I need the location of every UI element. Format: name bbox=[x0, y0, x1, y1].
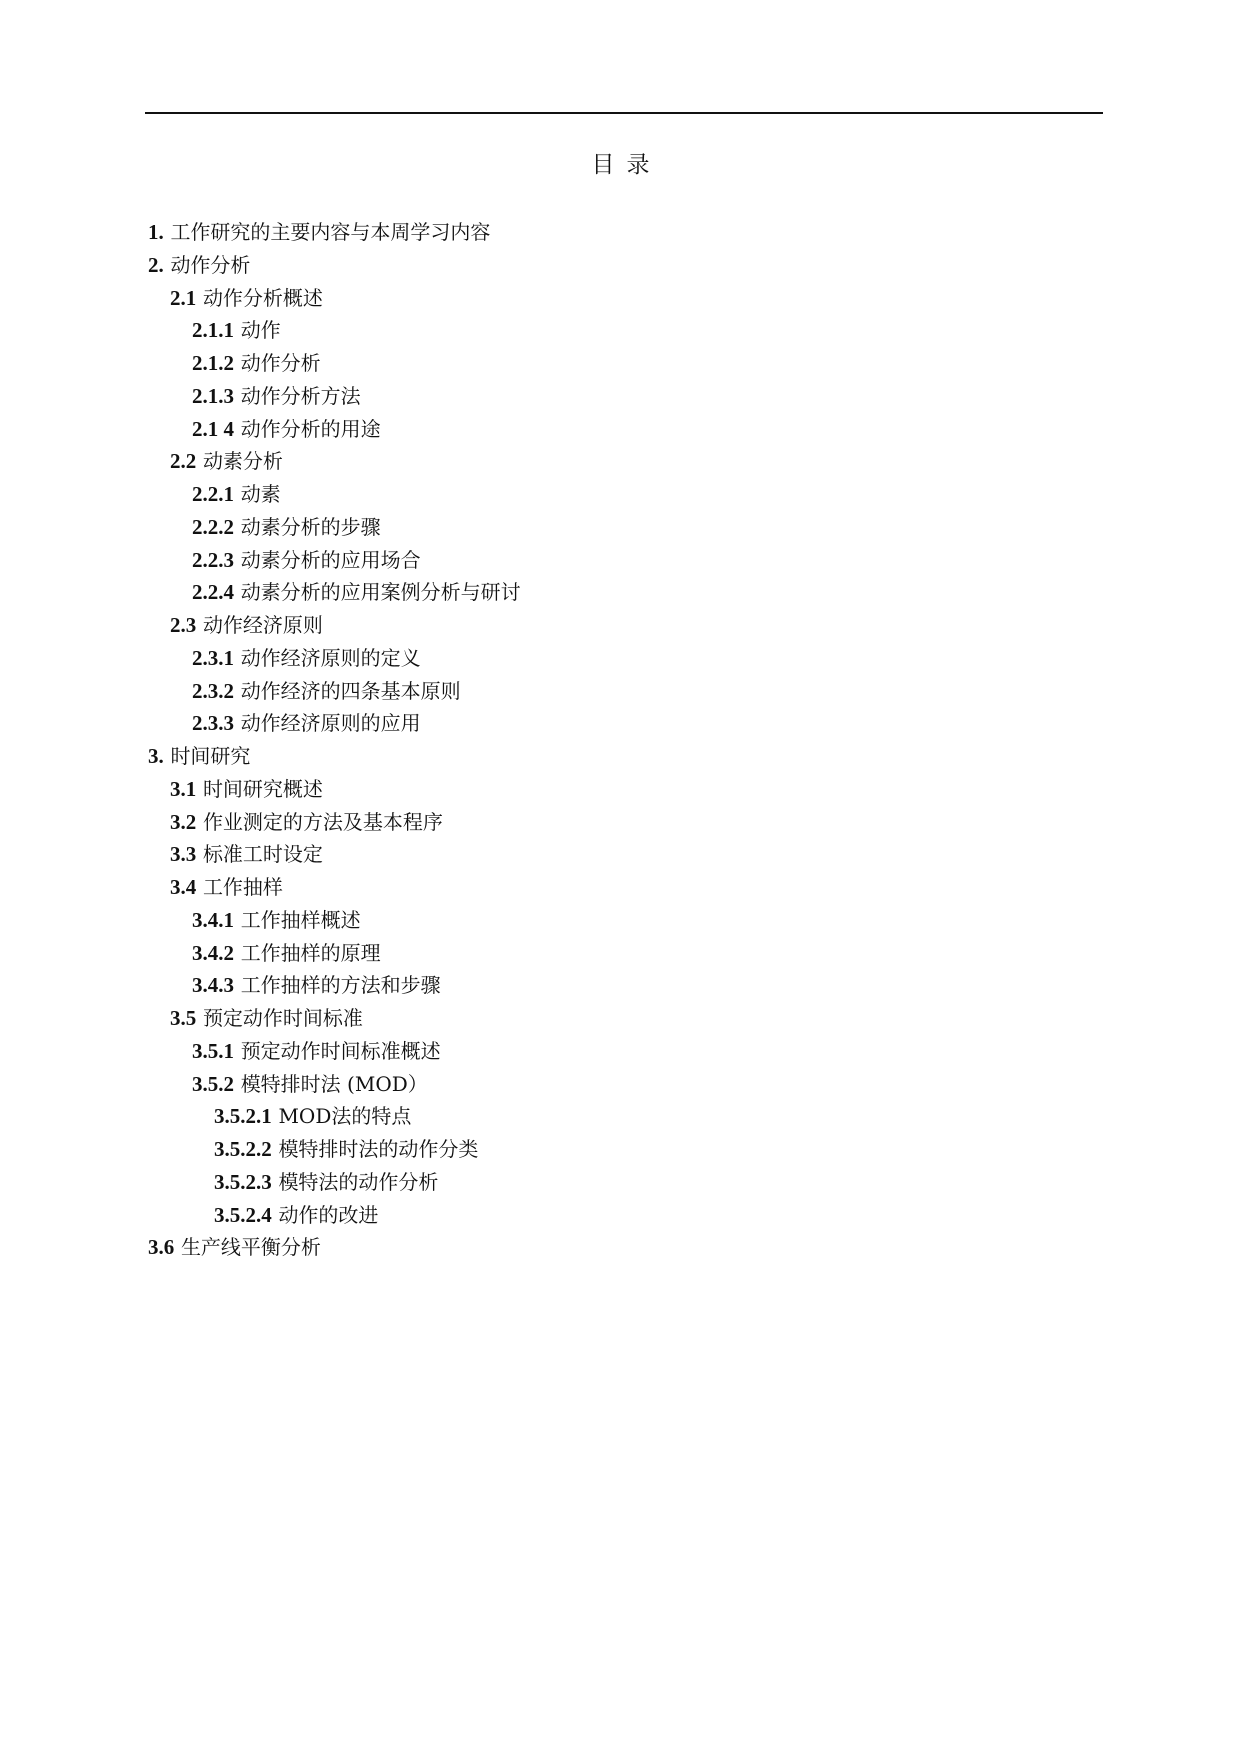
toc-entry[interactable] bbox=[148, 773, 1048, 806]
toc-entry-title: 模特法的动作分析 bbox=[278, 1169, 439, 1194]
toc-entry[interactable] bbox=[148, 544, 1048, 577]
toc-entry[interactable] bbox=[148, 675, 1048, 708]
toc-entry[interactable] bbox=[148, 282, 1048, 315]
toc-entry-number: 3.5.2.2 bbox=[214, 1137, 272, 1161]
toc-entry-number: 3.5.2.3 bbox=[214, 1169, 272, 1194]
toc-title: 目录 bbox=[591, 152, 662, 178]
toc-entry[interactable] bbox=[148, 347, 1048, 380]
toc-entry-title: 模特排时法的动作分类 bbox=[278, 1137, 479, 1161]
toc-entry-number: 2.3.3 bbox=[192, 711, 234, 736]
toc-entry-number: 3.4.1 bbox=[192, 907, 234, 932]
toc-entry[interactable] bbox=[148, 1133, 1048, 1166]
toc-entry[interactable] bbox=[148, 1231, 1048, 1264]
toc-entry-number: 3.5.1 bbox=[192, 1038, 234, 1063]
toc-entry-title: 标准工时设定 bbox=[202, 842, 323, 867]
toc-entry-title: 动作的改进 bbox=[278, 1202, 379, 1227]
toc-entry-title: 动作经济的四条基本原则 bbox=[240, 678, 461, 703]
toc-entry-title: 工作研究的主要内容与本周学习内容 bbox=[170, 220, 491, 244]
toc-entry[interactable] bbox=[148, 413, 1048, 446]
toc-entry-title: 动作经济原则的定义 bbox=[240, 645, 421, 670]
toc-entry[interactable] bbox=[148, 478, 1048, 511]
toc-entry-number: 3.6 bbox=[148, 1235, 175, 1260]
toc-entry[interactable] bbox=[148, 380, 1048, 413]
toc-entry-number: 2.2.1 bbox=[192, 482, 234, 506]
toc-entry-title: 生产线平衡分析 bbox=[180, 1235, 321, 1260]
toc-entry[interactable] bbox=[148, 576, 1048, 609]
toc-entry-number: 3.5 bbox=[170, 1006, 197, 1030]
toc-entry-title: 动作分析 bbox=[240, 351, 321, 375]
toc-entry-number: 3.1 bbox=[170, 776, 197, 801]
toc-entry[interactable] bbox=[148, 806, 1048, 839]
toc-entry-title: 动素分析 bbox=[202, 449, 283, 474]
toc-entry-title: 工作抽样的方法和步骤 bbox=[240, 973, 441, 998]
toc-entry-title: 动素分析的应用场合 bbox=[240, 547, 421, 572]
toc-entry-number: 2.1.2 bbox=[192, 351, 234, 375]
toc-entry-number: 2.1 4 bbox=[192, 416, 234, 441]
toc-entry[interactable] bbox=[148, 740, 1048, 773]
toc-entry-number: 2.3 bbox=[170, 613, 197, 637]
toc-entry-title: 动素 bbox=[240, 482, 281, 506]
toc-entry-number: 3.5.2 bbox=[192, 1071, 234, 1096]
toc-entry[interactable] bbox=[148, 216, 1048, 249]
toc-entry[interactable] bbox=[148, 1199, 1048, 1232]
toc-entry-number: 2.1 bbox=[170, 285, 197, 310]
toc-entry-title: 动素分析的步骤 bbox=[240, 514, 381, 539]
toc-entry-number: 3.4.3 bbox=[192, 973, 234, 998]
toc-entry[interactable] bbox=[148, 707, 1048, 740]
toc-entry[interactable] bbox=[148, 904, 1048, 937]
toc-entry[interactable] bbox=[148, 314, 1048, 347]
toc-entry-title: 动作经济原则 bbox=[202, 613, 323, 637]
toc-entry-title: 动作分析 bbox=[170, 252, 251, 277]
toc-entry-title: 时间研究 bbox=[170, 744, 251, 768]
toc-entry-number: 2.1.1 bbox=[192, 318, 234, 343]
toc-entry[interactable] bbox=[148, 1002, 1048, 1035]
toc-entry-title: 时间研究概述 bbox=[202, 776, 323, 801]
toc-entry-title: 模特排时法 (MOD） bbox=[240, 1071, 428, 1096]
header-rule bbox=[145, 112, 1103, 114]
toc-entry-number: 3.4.2 bbox=[192, 940, 234, 965]
toc-entry[interactable] bbox=[148, 609, 1048, 642]
toc-entry-number: 1. bbox=[148, 220, 164, 244]
toc-entry-number: 2.3.1 bbox=[192, 645, 234, 670]
toc-entry[interactable] bbox=[148, 249, 1048, 282]
toc-entry[interactable] bbox=[148, 1068, 1048, 1101]
toc-entry-title: 预定动作时间标准 bbox=[202, 1006, 363, 1030]
toc-entry-title: 预定动作时间标准概述 bbox=[240, 1038, 441, 1063]
toc-entry-title: 动作经济原则的应用 bbox=[240, 711, 421, 736]
toc-entry[interactable] bbox=[148, 969, 1048, 1002]
toc-entry-title: 动素分析的应用案例分析与研讨 bbox=[240, 580, 521, 605]
toc-entry-number: 2. bbox=[148, 252, 164, 277]
toc-entry-title: 工作抽样 bbox=[202, 875, 283, 899]
toc-entry-number: 2.1.3 bbox=[192, 383, 234, 408]
toc-entry-number: 3. bbox=[148, 744, 164, 768]
toc-entry-title: 动作分析方法 bbox=[240, 383, 361, 408]
toc-entry[interactable] bbox=[148, 838, 1048, 871]
toc-entry-title: 动作分析概述 bbox=[202, 285, 323, 310]
toc-entry-title: MOD法的特点 bbox=[278, 1104, 412, 1129]
toc-entry[interactable] bbox=[148, 445, 1048, 478]
toc-entry-number: 2.2 bbox=[170, 449, 197, 474]
toc-entry-title: 动作分析的用途 bbox=[240, 416, 381, 441]
toc-entry-number: 2.2.2 bbox=[192, 514, 234, 539]
toc-entry[interactable] bbox=[148, 642, 1048, 675]
toc-entry[interactable] bbox=[148, 1166, 1048, 1199]
toc-entry-title: 动作 bbox=[240, 318, 281, 343]
toc-entry-number: 3.3 bbox=[170, 842, 197, 867]
toc-entry-number: 2.2.4 bbox=[192, 580, 234, 605]
toc-entry[interactable] bbox=[148, 1100, 1048, 1133]
toc-entry[interactable] bbox=[148, 1035, 1048, 1068]
toc-entry[interactable] bbox=[148, 511, 1048, 544]
toc-entry-number: 3.4 bbox=[170, 875, 197, 899]
toc-entry-number: 3.2 bbox=[170, 809, 197, 834]
toc-entry[interactable] bbox=[148, 871, 1048, 904]
toc-entry-number: 3.5.2.4 bbox=[214, 1202, 272, 1227]
toc-entry-title: 工作抽样概述 bbox=[240, 907, 361, 932]
toc-entry-number: 2.3.2 bbox=[192, 678, 234, 703]
toc-entry-title: 作业测定的方法及基本程序 bbox=[202, 809, 443, 834]
toc-entry-number: 2.2.3 bbox=[192, 547, 234, 572]
toc-entry-number: 3.5.2.1 bbox=[214, 1104, 272, 1129]
table-of-contents bbox=[148, 216, 1048, 1264]
toc-entry-title: 工作抽样的原理 bbox=[240, 940, 381, 965]
toc-entry[interactable] bbox=[148, 937, 1048, 970]
